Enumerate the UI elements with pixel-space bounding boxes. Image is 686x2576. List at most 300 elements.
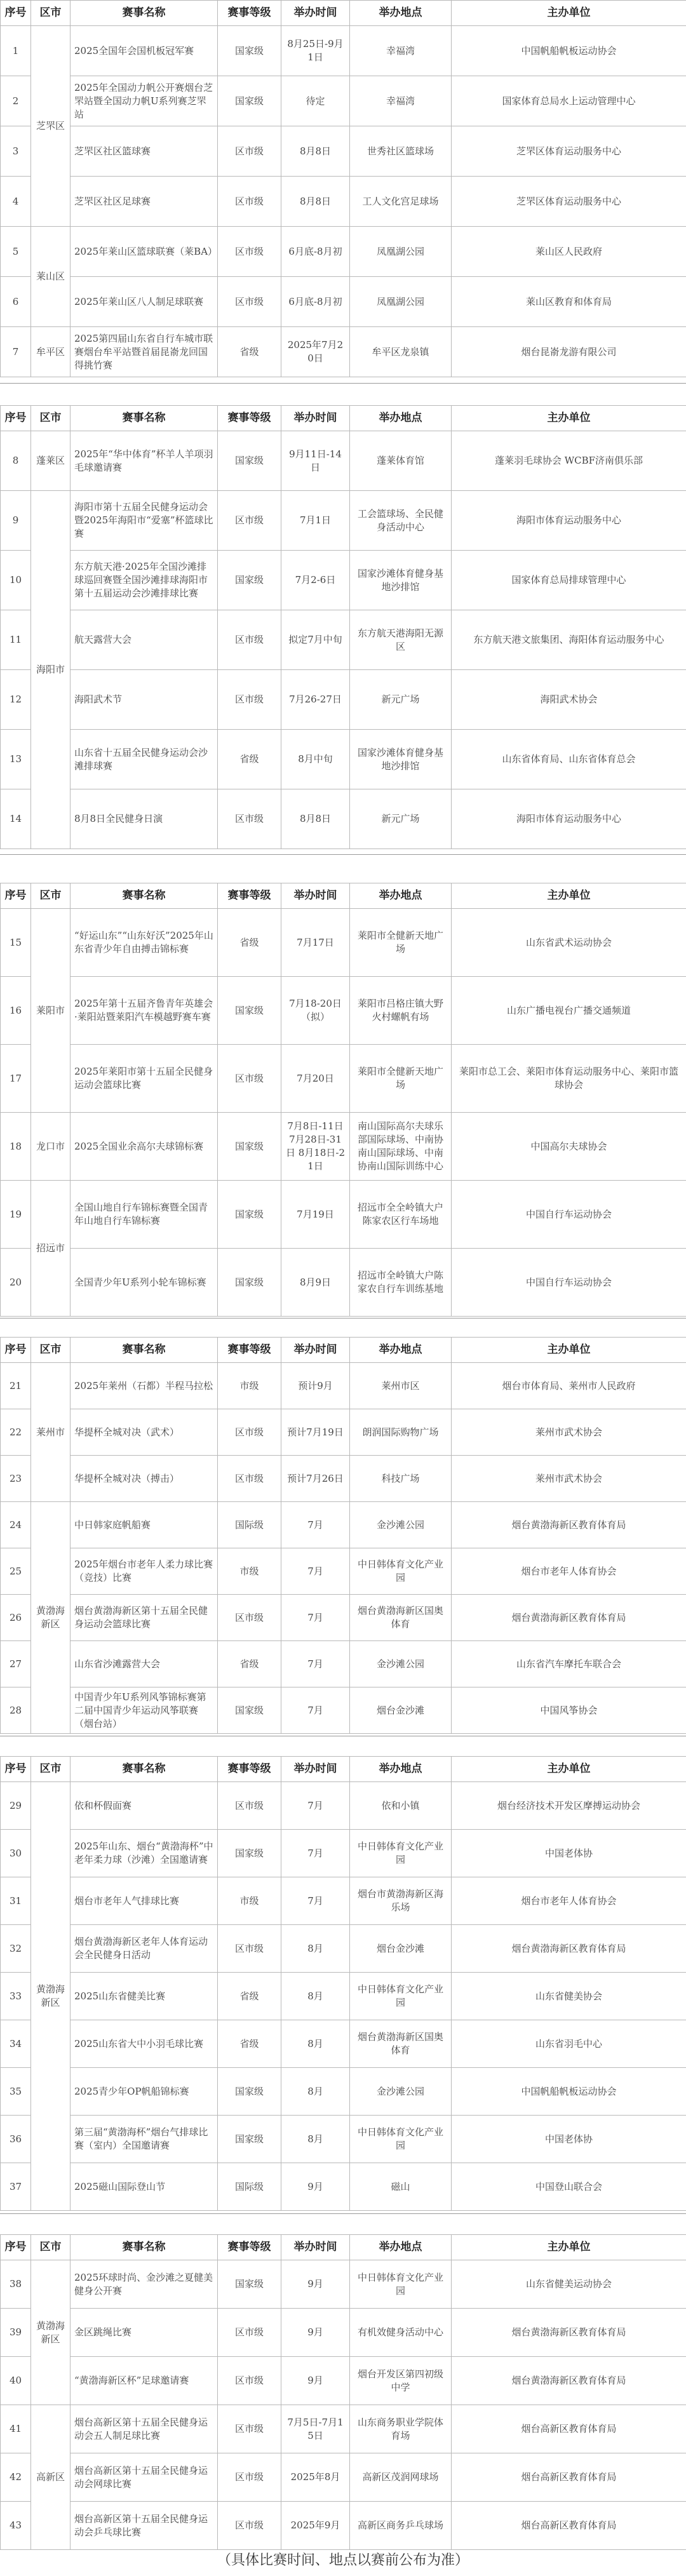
cell-event: 中国青少年U系列风筝锦标赛第二届中国青少年运动风筝联赛（烟台站） [71, 1687, 218, 1734]
cell-no: 38 [1, 2260, 31, 2309]
table-row [1, 227, 686, 277]
table-row [1, 551, 686, 610]
column-header: 赛事等级 [218, 2235, 281, 2260]
cell-level: 国家级 [218, 26, 281, 76]
cell-no: 8 [1, 431, 31, 491]
cell-event: 第三届“黄渤海杯”烟台气排球比赛（室内）全国邀请赛 [71, 2116, 218, 2163]
table-header-row [1, 406, 686, 431]
cell-level: 区市级 [218, 1045, 281, 1113]
cell-event: 烟台高新区第十五届全民健身运动会网球比赛 [71, 2453, 218, 2502]
cell-event: 烟台市老年人气排球比赛 [71, 1877, 218, 1925]
column-header: 区市 [31, 1757, 71, 1782]
cell-event: 8月8日全民健身日演 [71, 789, 218, 849]
cell-level: 区市级 [218, 1782, 281, 1830]
column-header: 主办单位 [452, 883, 686, 909]
cell-org: 中国帆船帆板运动协会 [452, 26, 686, 76]
cell-no: 18 [1, 1113, 31, 1181]
cell-time: 9月 [281, 2309, 350, 2357]
table-header-row [1, 2235, 686, 2260]
table-row [1, 1595, 686, 1641]
cell-district: 黄渤海新区 [31, 1502, 71, 1734]
cell-no: 14 [1, 789, 31, 849]
column-header: 举办地点 [350, 1, 452, 26]
cell-org: 海阳市体育运动服务中心 [452, 789, 686, 849]
cell-time: 9月 [281, 2260, 350, 2309]
cell-event: 海阳武术节 [71, 670, 218, 730]
cell-org: 烟台经济技术开发区摩搏运动协会 [452, 1782, 686, 1830]
cell-org: 中国高尔夫球协会 [452, 1113, 686, 1181]
cell-place: 新元广场 [350, 789, 452, 849]
cell-time: 7月19日 [281, 1181, 350, 1249]
table-section-5 [0, 1756, 686, 2211]
cell-time: 预计7月19日 [281, 1409, 350, 1456]
cell-level: 国家级 [218, 977, 281, 1045]
cell-org: 烟台市老年人体育协会 [452, 1877, 686, 1925]
cell-time: 8月 [281, 2020, 350, 2068]
cell-event: 海阳市第十五届全民健身运动会暨2025年海阳市“爱塞”杯篮球比赛 [71, 491, 218, 551]
cell-time: 6月底-8月初 [281, 277, 350, 327]
cell-place: 幸福湾 [350, 26, 452, 76]
cell-level: 区市级 [218, 670, 281, 730]
cell-place: 莱阳市全健新天地广场 [350, 1045, 452, 1113]
cell-org: 山东省汽车摩托车联合会 [452, 1641, 686, 1687]
cell-org: 山东省健美运动协会 [452, 2260, 686, 2309]
cell-no: 15 [1, 909, 31, 977]
cell-no: 2 [1, 76, 31, 126]
cell-no: 30 [1, 1830, 31, 1877]
cell-event: 烟台高新区第十五届全民健身运动会五人制足球比赛 [71, 2405, 218, 2453]
cell-no: 11 [1, 610, 31, 670]
cell-place: 凤凰湖公园 [350, 227, 452, 277]
table-row [1, 1409, 686, 1456]
column-header: 区市 [31, 1, 71, 26]
cell-time: 8月9日 [281, 1249, 350, 1317]
cell-no: 17 [1, 1045, 31, 1113]
column-header: 序号 [1, 1757, 31, 1782]
cell-org: 海阳武术协会 [452, 670, 686, 730]
column-header: 赛事等级 [218, 406, 281, 431]
cell-time: 8月 [281, 1925, 350, 1973]
section-divider [0, 2213, 686, 2214]
cell-time: 7月8日-11日 7月28日-31日 8月18日-21日 [281, 1113, 350, 1181]
cell-event: 依和杯假面赛 [71, 1782, 218, 1830]
cell-org: 烟台高新区教育体育局 [452, 2502, 686, 2550]
cell-level: 国家级 [218, 1181, 281, 1249]
cell-district: 莱阳市 [31, 909, 71, 1113]
cell-level: 国际级 [218, 1502, 281, 1548]
cell-district: 蓬莱区 [31, 431, 71, 491]
cell-time: 8月中旬 [281, 730, 350, 789]
cell-event: 2025年第十五届齐鲁青年英雄会·莱阳站暨莱阳汽车模越野赛车赛 [71, 977, 218, 1045]
column-header: 举办时间 [281, 1757, 350, 1782]
cell-place: 招远市全岭镇大户陈家农自行车训练基地 [350, 1249, 452, 1317]
cell-level: 区市级 [218, 177, 281, 227]
cell-district: 牟平区 [31, 327, 71, 377]
cell-time: 7月 [281, 1687, 350, 1734]
table-row [1, 1830, 686, 1877]
cell-event: 中日韩家庭帆船赛 [71, 1502, 218, 1548]
table-row [1, 2502, 686, 2550]
cell-time: 8月 [281, 1973, 350, 2020]
cell-no: 35 [1, 2068, 31, 2116]
cell-time: 6月底-8月初 [281, 227, 350, 277]
column-header: 举办地点 [350, 1338, 452, 1363]
cell-place: 中日韩体育文化产业园 [350, 1548, 452, 1595]
cell-level: 区市级 [218, 491, 281, 551]
cell-no: 36 [1, 2116, 31, 2163]
cell-place: 高新区茂润网球场 [350, 2453, 452, 2502]
cell-org: 芝罘区体育运动服务中心 [452, 177, 686, 227]
column-header: 举办时间 [281, 1, 350, 26]
cell-time: 9月 [281, 2163, 350, 2211]
cell-event: 东方航天港·2025年全国沙滩排球巡回赛暨全国沙滩排球海阳市第十五届运动会沙滩排球比赛 [71, 551, 218, 610]
cell-org: 莱州市武术协会 [452, 1456, 686, 1502]
cell-time: 7月 [281, 1877, 350, 1925]
table-row [1, 977, 686, 1045]
schedule-table [0, 405, 686, 849]
cell-level: 国家级 [218, 1113, 281, 1181]
cell-org: 莱阳市总工会、莱阳市体育运动服务中心、莱阳市篮球协会 [452, 1045, 686, 1113]
cell-event: 2025磁山国际登山节 [71, 2163, 218, 2211]
cell-no: 5 [1, 227, 31, 277]
column-header: 赛事等级 [218, 1338, 281, 1363]
cell-org: 山东省健美协会 [452, 1973, 686, 2020]
cell-level: 区市级 [218, 610, 281, 670]
table-row [1, 2163, 686, 2211]
table-row [1, 2357, 686, 2405]
cell-time: 7月1日 [281, 491, 350, 551]
cell-place: 莱州市区 [350, 1363, 452, 1409]
cell-time: 2025年7月20日 [281, 327, 350, 377]
cell-no: 39 [1, 2309, 31, 2357]
cell-no: 10 [1, 551, 31, 610]
cell-place: 莱阳市全健新天地广场 [350, 909, 452, 977]
table-row [1, 1782, 686, 1830]
table-row [1, 2453, 686, 2502]
cell-place: 牟平区龙泉镇 [350, 327, 452, 377]
cell-no: 40 [1, 2357, 31, 2405]
column-header: 区市 [31, 883, 71, 909]
cell-place: 烟台黄渤海新区国奥体育 [350, 1595, 452, 1641]
table-section-4 [0, 1337, 686, 1734]
table-row [1, 1181, 686, 1249]
cell-org: 东方航天港文旅集团、海阳体育运动服务中心 [452, 610, 686, 670]
cell-no: 13 [1, 730, 31, 789]
cell-place: 中日韩体育文化产业园 [350, 2116, 452, 2163]
cell-org: 中国帆船帆板运动协会 [452, 2068, 686, 2116]
table-row [1, 1045, 686, 1113]
cell-event: “好运山东”“山东好沃”2025年山东省青少年自由搏击锦标赛 [71, 909, 218, 977]
column-header: 主办单位 [452, 1338, 686, 1363]
table-section-6 [0, 2234, 686, 2550]
cell-event: 2025青少年OP帆船锦标赛 [71, 2068, 218, 2116]
cell-event: 芝罘区社区足球赛 [71, 177, 218, 227]
cell-level: 市级 [218, 1363, 281, 1409]
table-header-row [1, 1338, 686, 1363]
table-header-row [1, 1757, 686, 1782]
cell-district: 招远市 [31, 1181, 71, 1317]
cell-no: 4 [1, 177, 31, 227]
cell-org: 国家体育总局排球管理中心 [452, 551, 686, 610]
cell-level: 国家级 [218, 2068, 281, 2116]
cell-org: 莱州市武术协会 [452, 1409, 686, 1456]
cell-level: 省级 [218, 2020, 281, 2068]
cell-no: 1 [1, 26, 31, 76]
cell-place: 招远市全全岭镇大户陈家农区行车场地 [350, 1181, 452, 1249]
footer-note: （具体比赛时间、地点以赛前公布为准） [217, 2553, 469, 2568]
cell-time: 待定 [281, 76, 350, 126]
cell-level: 市级 [218, 1877, 281, 1925]
section-divider [0, 854, 686, 855]
table-row [1, 491, 686, 551]
cell-level: 省级 [218, 730, 281, 789]
cell-time: 8月 [281, 2116, 350, 2163]
column-header: 主办单位 [452, 1757, 686, 1782]
cell-place: 烟台市黄渤海新区海乐场 [350, 1877, 452, 1925]
cell-place: 国家沙滩体育健身基地沙排馆 [350, 730, 452, 789]
cell-level: 区市级 [218, 1595, 281, 1641]
column-header: 区市 [31, 406, 71, 431]
table-row [1, 2116, 686, 2163]
table-row [1, 2068, 686, 2116]
cell-no: 21 [1, 1363, 31, 1409]
cell-level: 国家级 [218, 431, 281, 491]
cell-time: 2025年9月 [281, 2502, 350, 2550]
cell-org: 山东广播电视台广播交通频道 [452, 977, 686, 1045]
cell-place: 朗润国际购物广场 [350, 1409, 452, 1456]
cell-org: 烟台黄渤海新区教育体育局 [452, 1925, 686, 1973]
column-header: 赛事等级 [218, 1, 281, 26]
column-header: 举办地点 [350, 2235, 452, 2260]
cell-level: 国家级 [218, 1249, 281, 1317]
schedule-table [0, 2234, 686, 2550]
column-header: 举办地点 [350, 883, 452, 909]
cell-org: 芝罘区体育运动服务中心 [452, 126, 686, 177]
cell-no: 37 [1, 2163, 31, 2211]
cell-event: 2025山东省大中小羽毛球比赛 [71, 2020, 218, 2068]
cell-level: 省级 [218, 327, 281, 377]
cell-event: 2025年莱山区篮球联赛（莱BA） [71, 227, 218, 277]
column-header: 序号 [1, 406, 31, 431]
cell-place: 烟台金沙滩 [350, 1925, 452, 1973]
table-row [1, 909, 686, 977]
cell-place: 中日韩体育文化产业园 [350, 1830, 452, 1877]
cell-level: 区市级 [218, 2309, 281, 2357]
table-row [1, 2260, 686, 2309]
table-row [1, 177, 686, 227]
column-header: 序号 [1, 2235, 31, 2260]
cell-district: 海阳市 [31, 491, 71, 849]
cell-no: 32 [1, 1925, 31, 1973]
cell-no: 33 [1, 1973, 31, 2020]
cell-no: 23 [1, 1456, 31, 1502]
cell-event: 2025年莱阳市第十五届全民健身运动会篮球比赛 [71, 1045, 218, 1113]
cell-time: 预计9月 [281, 1363, 350, 1409]
cell-no: 12 [1, 670, 31, 730]
cell-place: 工会篮球场、全民健身活动中心 [350, 491, 452, 551]
cell-district: 芝罘区 [31, 26, 71, 227]
column-header: 赛事等级 [218, 1757, 281, 1782]
cell-place: 凤凰湖公园 [350, 277, 452, 327]
cell-place: 金沙滩公园 [350, 1502, 452, 1548]
cell-org: 中国自行车运动协会 [452, 1181, 686, 1249]
cell-org: 烟台黄渤海新区教育体育局 [452, 1595, 686, 1641]
column-header: 举办时间 [281, 406, 350, 431]
cell-org: 中国老体协 [452, 1830, 686, 1877]
cell-level: 省级 [218, 909, 281, 977]
cell-no: 43 [1, 2502, 31, 2550]
cell-no: 28 [1, 1687, 31, 1734]
column-header: 主办单位 [452, 2235, 686, 2260]
cell-time: 7月26-27日 [281, 670, 350, 730]
cell-org: 山东省武术运动协会 [452, 909, 686, 977]
cell-event: 2025年莱山区八人制足球联赛 [71, 277, 218, 327]
column-header: 举办时间 [281, 1338, 350, 1363]
cell-place: 南山国际高尔夫球乐部国际球场、中南协南山国际球场、中南协南山国际训练中心 [350, 1113, 452, 1181]
table-row [1, 76, 686, 126]
cell-place: 蓬莱体育馆 [350, 431, 452, 491]
cell-place: 依和小镇 [350, 1782, 452, 1830]
cell-event: 山东省沙滩露营大会 [71, 1641, 218, 1687]
column-header: 举办时间 [281, 2235, 350, 2260]
cell-no: 41 [1, 2405, 31, 2453]
cell-time: 预计7月26日 [281, 1456, 350, 1502]
column-header: 区市 [31, 2235, 71, 2260]
cell-time: 8月8日 [281, 126, 350, 177]
cell-no: 22 [1, 1409, 31, 1456]
column-header: 区市 [31, 1338, 71, 1363]
cell-no: 34 [1, 2020, 31, 2068]
cell-level: 国家级 [218, 2116, 281, 2163]
cell-org: 中国自行车运动协会 [452, 1249, 686, 1317]
cell-district: 黄渤海新区 [31, 1782, 71, 2211]
cell-place: 高新区商务乒乓球场 [350, 2502, 452, 2550]
cell-org: 烟台高新区教育体育局 [452, 2405, 686, 2453]
cell-time: 9月11日-14日 [281, 431, 350, 491]
cell-org: 中国风筝协会 [452, 1687, 686, 1734]
cell-event: 2025山东省健美比赛 [71, 1973, 218, 2020]
cell-time: 7月 [281, 1782, 350, 1830]
cell-event: 烟台黄渤海新区老年人体育运动会全民健身日活动 [71, 1925, 218, 1973]
cell-time: 7月 [281, 1830, 350, 1877]
cell-org: 国家体育总局水上运动管理中心 [452, 76, 686, 126]
cell-place: 工人文化宫足球场 [350, 177, 452, 227]
column-header: 主办单位 [452, 406, 686, 431]
table-row [1, 670, 686, 730]
cell-place: 烟台金沙滩 [350, 1687, 452, 1734]
cell-place: 国家沙滩体育健身基地沙排馆 [350, 551, 452, 610]
cell-org: 烟台市体育局、莱州市人民政府 [452, 1363, 686, 1409]
cell-level: 区市级 [218, 1409, 281, 1456]
cell-district: 黄渤海新区 [31, 2260, 71, 2405]
table-row [1, 1973, 686, 2020]
table-section-3 [0, 883, 686, 1317]
cell-org: 中国老体协 [452, 2116, 686, 2163]
cell-event: 2025年全国动力帆公开赛烟台芝罘站暨全国动力帆U系列赛芝罘站 [71, 76, 218, 126]
cell-time: 7月17日 [281, 909, 350, 977]
cell-event: 2025年山东、烟台“黄渤海杯”中老年柔力球（沙滩）全国邀请赛 [71, 1830, 218, 1877]
cell-org: 山东省体育局、山东省体育总会 [452, 730, 686, 789]
cell-event: 2025第四届山东省自行车城市联赛烟台牟平站暨首届昆嵛龙回国得挑竹赛 [71, 327, 218, 377]
table-row [1, 327, 686, 377]
cell-level: 国际级 [218, 2163, 281, 2211]
cell-time: 8月25日-9月1日 [281, 26, 350, 76]
table-row [1, 1249, 686, 1317]
cell-no: 7 [1, 327, 31, 377]
cell-event: 全国山地自行车锦标赛暨全国青年山地自行车锦标赛 [71, 1181, 218, 1249]
cell-level: 国家级 [218, 76, 281, 126]
cell-district: 莱州市 [31, 1363, 71, 1502]
cell-place: 山东商务职业学院体育场 [350, 2405, 452, 2453]
cell-level: 国家级 [218, 1687, 281, 1734]
cell-level: 区市级 [218, 2405, 281, 2453]
cell-level: 省级 [218, 1973, 281, 2020]
cell-district: 莱山区 [31, 227, 71, 327]
cell-place: 莱阳市吕格庄镇大野火村螺帆有场 [350, 977, 452, 1045]
table-row [1, 1363, 686, 1409]
cell-event: 芝罘区社区篮球赛 [71, 126, 218, 177]
table-row [1, 789, 686, 849]
cell-event: 2025年“华中体育”杯羊人羊项羽毛球邀请赛 [71, 431, 218, 491]
cell-event: 航天露营大会 [71, 610, 218, 670]
cell-no: 6 [1, 277, 31, 327]
cell-level: 区市级 [218, 277, 281, 327]
cell-no: 42 [1, 2453, 31, 2502]
table-row [1, 26, 686, 76]
table-row [1, 1502, 686, 1548]
table-header-row [1, 883, 686, 909]
cell-no: 9 [1, 491, 31, 551]
column-header: 举办地点 [350, 406, 452, 431]
table-row [1, 610, 686, 670]
cell-place: 幸福湾 [350, 76, 452, 126]
table-row [1, 1641, 686, 1687]
table-row [1, 431, 686, 491]
cell-org: 山东省羽毛中心 [452, 2020, 686, 2068]
cell-time: 7月 [281, 1502, 350, 1548]
column-header: 赛事名称 [71, 1, 218, 26]
cell-org: 莱山区人民政府 [452, 227, 686, 277]
cell-time: 8月8日 [281, 177, 350, 227]
cell-time: 7月 [281, 1595, 350, 1641]
section-divider [0, 383, 686, 384]
cell-time: 2025年8月 [281, 2453, 350, 2502]
cell-event: 全国青少年U系列小轮车锦标赛 [71, 1249, 218, 1317]
table-row [1, 2309, 686, 2357]
cell-time: 7月 [281, 1548, 350, 1595]
cell-level: 区市级 [218, 1925, 281, 1973]
column-header: 赛事名称 [71, 1338, 218, 1363]
cell-time: 8月 [281, 2068, 350, 2116]
cell-no: 20 [1, 1249, 31, 1317]
cell-no: 24 [1, 1502, 31, 1548]
cell-no: 16 [1, 977, 31, 1045]
cell-place: 金沙滩公园 [350, 1641, 452, 1687]
cell-district: 高新区 [31, 2405, 71, 2550]
cell-level: 国家级 [218, 551, 281, 610]
table-row [1, 1113, 686, 1181]
table-row [1, 126, 686, 177]
table-row [1, 730, 686, 789]
schedule-table [0, 883, 686, 1317]
cell-level: 区市级 [218, 789, 281, 849]
cell-place: 有机效健身活动中心 [350, 2309, 452, 2357]
cell-event: 烟台高新区第十五届全民健身运动会乒乓球比赛 [71, 2502, 218, 2550]
cell-event: 华提杯全城对决（武术） [71, 1409, 218, 1456]
cell-no: 3 [1, 126, 31, 177]
cell-level: 区市级 [218, 2453, 281, 2502]
cell-level: 区市级 [218, 2502, 281, 2550]
